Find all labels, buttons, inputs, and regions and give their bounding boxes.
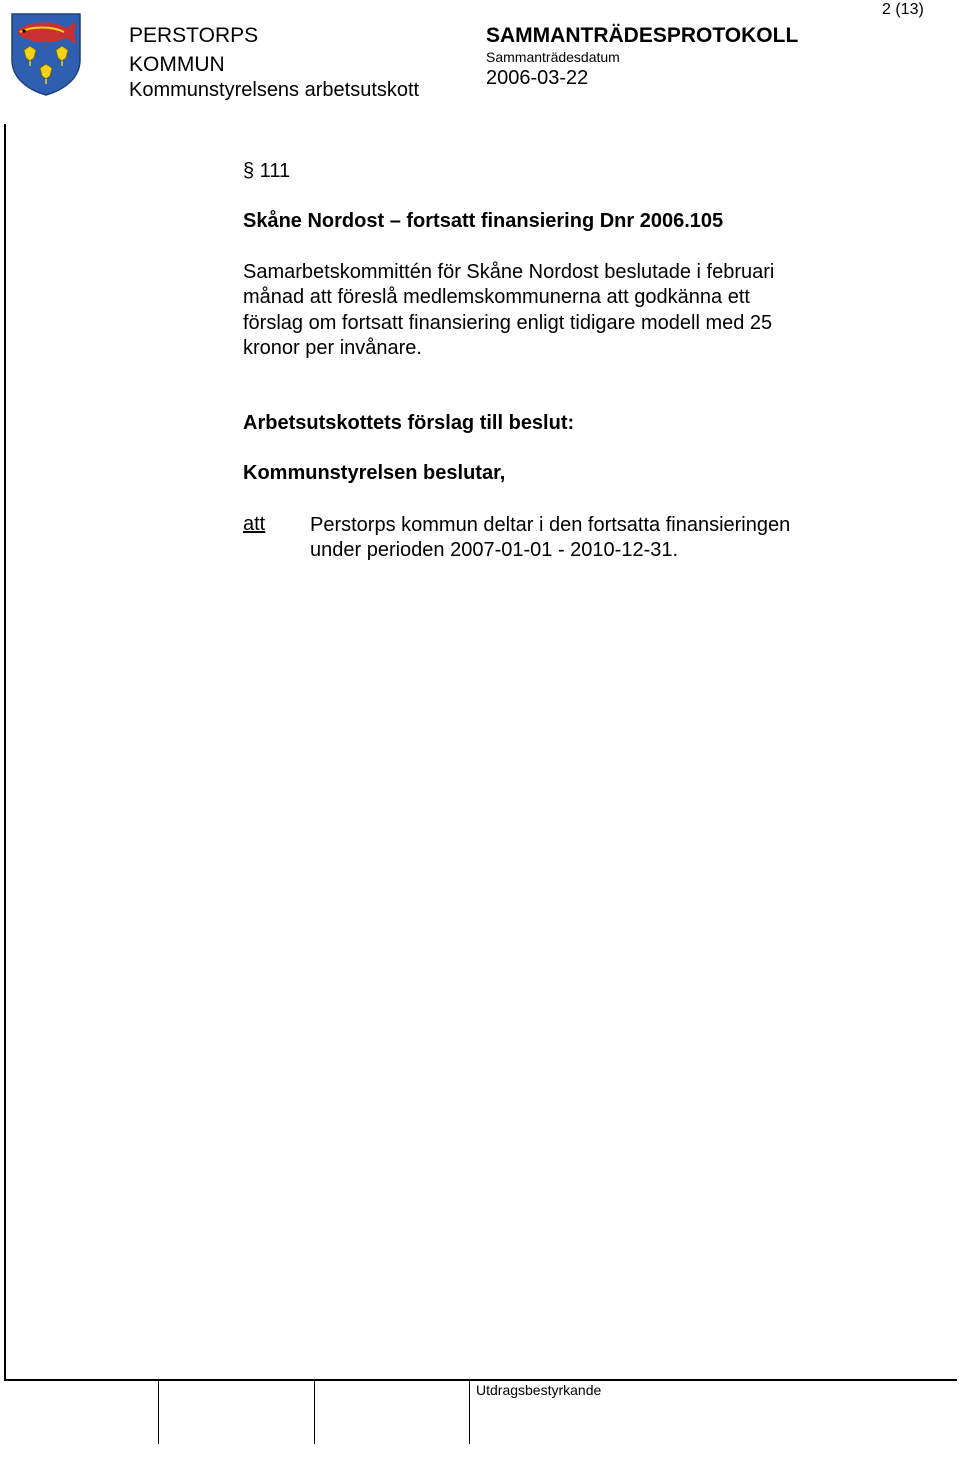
paragraph-number: § 111 [243, 160, 291, 182]
document-type: SAMMANTRÄDESPROTOKOLL [486, 24, 799, 47]
certification-label: Utdragsbestyrkande [476, 1382, 602, 1398]
body-line: Samarbetskommittén för Skåne Nordost beslutade i februari [243, 261, 775, 283]
section-title: Skåne Nordost – fortsatt finansiering Dnr 2006.105 [243, 210, 724, 232]
body-line: månad att föreslå medlemskommunerna att godkänna ett [243, 286, 750, 309]
signature-cell-divider [158, 1380, 159, 1444]
att-label: att [243, 513, 266, 535]
org-name-line2: KOMMUN [129, 53, 225, 76]
footer-rule [4, 1379, 957, 1381]
org-committee: Kommunstyrelsens arbetsutskott [129, 79, 420, 101]
org-name-line1: PERSTORPS [129, 24, 259, 47]
proposal-heading: Arbetsutskottets förslag till beslut: [243, 412, 575, 434]
date-label: Sammanträdesdatum [486, 49, 620, 65]
section-body [243, 260, 863, 361]
decision-line: under perioden 2007-01-01 - 2010-12-31. [310, 539, 679, 562]
meeting-date: 2006-03-22 [486, 67, 589, 89]
body-line: kronor per invånare. [243, 336, 422, 359]
signature-cell-divider [314, 1380, 315, 1444]
decision-text [310, 513, 790, 564]
page-number: 2 (13) [882, 1, 924, 18]
margin-rule [4, 124, 6, 1380]
coat-of-arms-icon [10, 12, 82, 96]
signature-cell-divider [469, 1380, 470, 1444]
decision-line: Perstorps kommun deltar i den fortsatta finansieringen [310, 514, 791, 536]
body-line: förslag om fortsatt finansiering enligt tidigare modell med 25 [243, 311, 773, 334]
decision-heading: Kommunstyrelsen beslutar, [243, 462, 506, 484]
